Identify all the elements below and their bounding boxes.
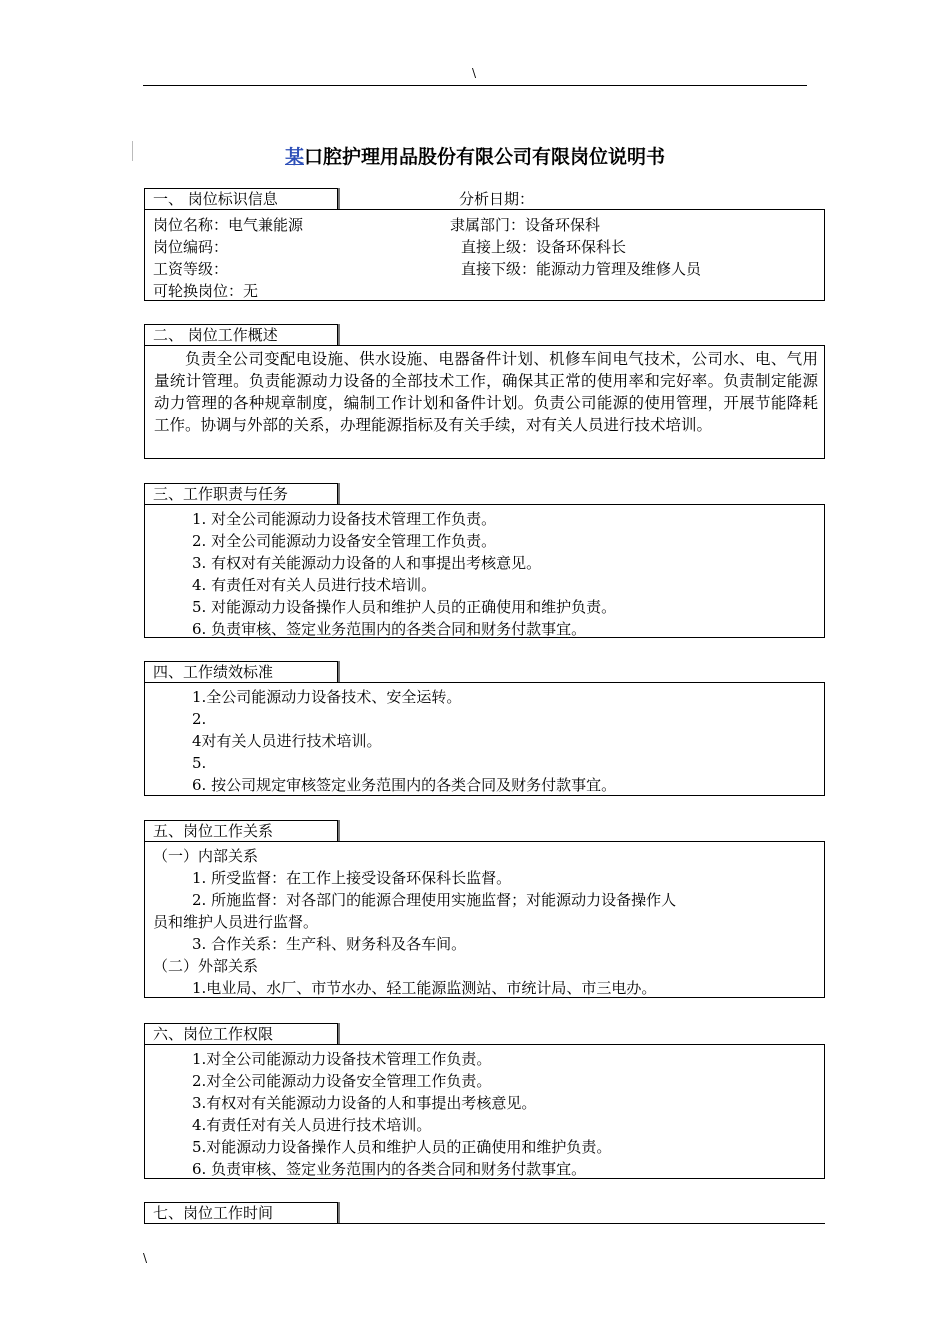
section4-heading: 四、工作绩效标准: [144, 661, 338, 682]
list-item: 2. 所施监督：对各部门的能源合理使用实施监督；对能源动力设备操作人: [192, 891, 677, 909]
section1-box: [144, 209, 825, 301]
list-item-continuation: 员和维护人员进行监督。: [153, 913, 319, 931]
section6-box: [144, 1044, 825, 1179]
list-item: 6. 按公司规定审核签定业务范围内的各类合同及财务付款事宜。: [192, 776, 617, 794]
list-item: 5.: [192, 754, 207, 772]
list-item: 1.全公司能源动力设备技术、安全运转。: [192, 688, 462, 706]
list-item: 1.电业局、水厂、市节水办、轻工能源监测站、市统计局、市三电办。: [192, 979, 657, 997]
salary-grade: 工资等级：: [153, 260, 229, 278]
list-item: 5.对能源动力设备操作人员和维护人员的正确使用和维护负责。: [192, 1138, 612, 1156]
section7-box-top: [144, 1223, 825, 1224]
footer-mark: \: [143, 1251, 148, 1265]
job-summary: 负责全公司变配电设施、供水设施、电器备件计划、机修车间电气技术，公司水、电、气用量统计管理。负责能源动力设备的全部技术工作，确保其正常的使用率和完好率。负责制定能源动力管理的各种规章制度，编制工作计划和备件计划。负责公司能源的使用管理，开展节能降耗工作。协调与外部的关系，办理能源指标及有关手续，对有关人员进行技术培训。: [154, 350, 818, 434]
section5-heading: 五、岗位工作关系: [144, 820, 338, 841]
list-item: 1.对全公司能源动力设备技术管理工作负责。: [192, 1050, 492, 1068]
external-relations-label: （二）外部关系: [153, 957, 259, 975]
job-name: 岗位名称：电气兼能源: [153, 216, 304, 234]
section5-box: [144, 841, 825, 998]
title-first-char: 某: [284, 146, 304, 168]
list-item: 6. 负责审核、签定业务范围内的各类合同和财务付款事宜。: [192, 620, 587, 638]
section2-heading: 二、 岗位工作概述: [144, 324, 338, 345]
list-item: 4. 有责任对有关人员进行技术培训。: [192, 576, 437, 594]
header-rule: [143, 85, 807, 86]
list-item: 2.对全公司能源动力设备安全管理工作负责。: [192, 1072, 492, 1090]
section3-box: [144, 504, 825, 638]
list-item: 3.有权对有关能源动力设备的人和事提出考核意见。: [192, 1094, 537, 1112]
internal-relations-label: （一）内部关系: [153, 847, 259, 865]
section4-box: [144, 682, 825, 796]
list-item: 1. 所受监督：在工作上接受设备环保科长监督。: [192, 869, 512, 887]
header-mark: \: [472, 66, 477, 80]
section7-heading: 七、岗位工作时间: [144, 1202, 338, 1223]
analysis-date: 分析日期：: [459, 190, 535, 208]
list-item: 4.有责任对有关人员进行技术培训。: [192, 1116, 432, 1134]
list-item: 2.: [192, 710, 207, 728]
rotation-post: 可轮换岗位：无: [153, 282, 259, 300]
list-item: 2. 对全公司能源动力设备安全管理工作负责。: [192, 532, 497, 550]
list-item: 3. 有权对有关能源动力设备的人和事提出考核意见。: [192, 554, 542, 572]
direct-superior: 直接上级：设备环保科长: [461, 238, 627, 256]
job-code: 岗位编码：: [153, 238, 229, 256]
document-title: [0, 142, 950, 169]
title-rest: 口腔护理用品股份有限公司有限岗位说明书: [304, 146, 666, 168]
department: 隶属部门：设备环保科: [450, 216, 601, 234]
list-item: 3. 合作关系：生产科、财务科及各车间。: [192, 935, 467, 953]
list-item: 6. 负责审核、签定业务范围内的各类合同和财务付款事宜。: [192, 1160, 587, 1178]
section3-heading: 三、工作职责与任务: [144, 483, 338, 504]
section1-heading: 一、 岗位标识信息: [144, 188, 338, 209]
direct-subordinate: 直接下级：能源动力管理及维修人员: [461, 260, 702, 278]
section6-heading: 六、岗位工作权限: [144, 1023, 338, 1044]
list-item: 4对有关人员进行技术培训。: [192, 732, 382, 750]
list-item: 5. 对能源动力设备操作人员和维护人员的正确使用和维护负责。: [192, 598, 617, 616]
list-item: 1. 对全公司能源动力设备技术管理工作负责。: [192, 510, 497, 528]
